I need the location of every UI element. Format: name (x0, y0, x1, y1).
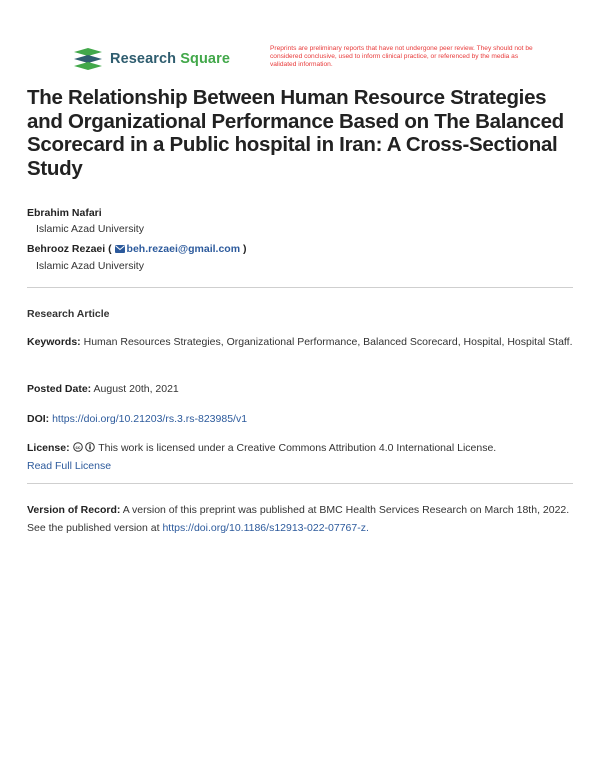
author-name: Ebrahim Nafari (27, 207, 102, 219)
keywords-value: Human Resources Strategies, Organizational Performance, Balanced Scorecard, Hospital, Hospital Staff. (83, 336, 573, 348)
read-full-license-link[interactable]: Read Full License (27, 460, 112, 472)
author-affiliation: Islamic Azad University (36, 223, 144, 235)
license-text: This work is licensed under a Creative Commons Attribution 4.0 International License. (98, 442, 497, 454)
research-square-logo[interactable] (74, 47, 230, 71)
keywords (27, 333, 573, 351)
envelope-icon (115, 244, 125, 252)
paper-title: The Relationship Between Human Resource Strategies and Organizational Performance Based on The Balanced Scorecard in a Public hospital in Iran: A Cross-Sectional Study (27, 86, 564, 180)
version-of-record-text: A version of this preprint was published at BMC Health Services Research on March 18th, 2022. See the published version at (27, 504, 570, 534)
author-name: Behrooz Rezaei (27, 243, 106, 255)
doi-label: DOI: (27, 413, 50, 425)
svg-text:cc: cc (75, 445, 81, 450)
author-email-link[interactable]: beh.rezaei@gmail.com (126, 243, 241, 255)
research-square-logo-icon (74, 48, 102, 70)
doi (27, 410, 573, 428)
author-name-with-email (27, 243, 246, 255)
brand-name (110, 51, 230, 67)
preprint-disclaimer: Preprints are preliminary reports that have not undergone peer review. They should not be considered conclusive, used to inform clinical practice, or referenced by the media as validated information. (270, 45, 533, 69)
brand-name-part2: Square (180, 51, 230, 67)
version-of-record (27, 501, 573, 537)
keywords-label: Keywords: (27, 336, 81, 348)
creative-commons-icon (73, 440, 83, 450)
posted-date-value: August 20th, 2021 (93, 383, 179, 395)
doi-link[interactable]: https://doi.org/10.21203/rs.3.rs-823985/v1 (52, 413, 248, 425)
version-of-record-label: Version of Record: (27, 504, 121, 516)
posted-date (27, 380, 573, 398)
divider (27, 483, 573, 484)
license-label: License: (27, 442, 70, 454)
divider (27, 287, 573, 288)
published-version-link[interactable]: https://doi.org/10.1186/s12913-022-07767-z. (162, 522, 369, 534)
license (27, 439, 573, 475)
author-email-wrapper: ( beh.rezaei@gmail.com ) (108, 243, 247, 255)
posted-date-label: Posted Date: (27, 383, 92, 395)
attribution-icon (85, 440, 95, 450)
author-affiliation: Islamic Azad University (36, 260, 144, 272)
article-type: Research Article (27, 308, 110, 320)
brand-name-part1: Research (110, 51, 177, 67)
